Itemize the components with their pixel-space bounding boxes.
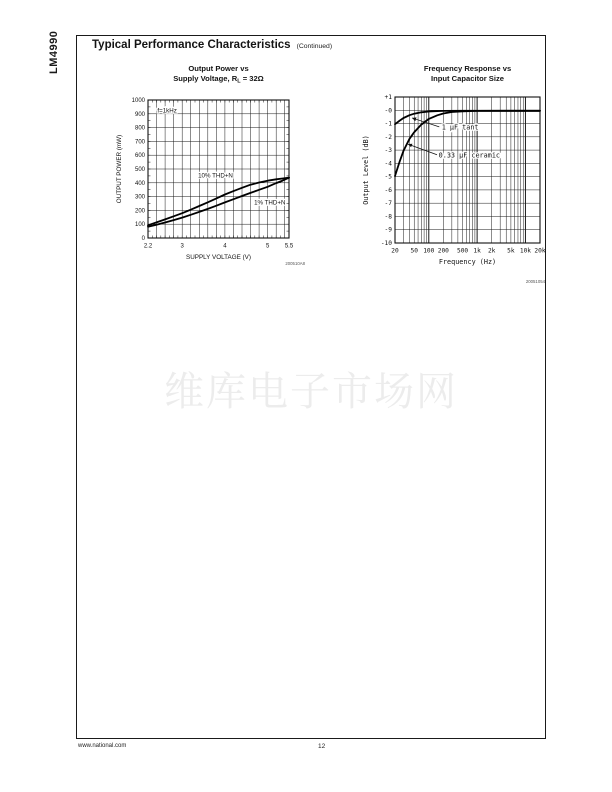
svg-text:100: 100 <box>423 247 435 255</box>
svg-text:500: 500 <box>134 167 145 173</box>
svg-text:5k: 5k <box>507 247 515 255</box>
svg-text:Output Level (dB): Output Level (dB) <box>362 135 370 205</box>
output-power-chart <box>98 94 310 279</box>
section-header <box>92 39 332 51</box>
svg-text:2.2: 2.2 <box>143 243 153 250</box>
section-continued-label: (Continued) <box>296 43 333 50</box>
output-power-chart-title <box>141 64 296 87</box>
svg-text:4: 4 <box>223 243 227 250</box>
svg-text:2k: 2k <box>487 247 496 255</box>
svg-text:-10: -10 <box>380 240 392 247</box>
svg-text:-5: -5 <box>384 173 392 181</box>
svg-text:1% THD+N: 1% THD+N <box>254 199 286 207</box>
svg-text:1k: 1k <box>473 247 481 255</box>
svg-text:500: 500 <box>456 247 469 255</box>
chart-title-line1: Output Power vs <box>188 64 249 73</box>
svg-text:OUTPUT POWER (mW): OUTPUT POWER (mW) <box>116 134 123 204</box>
svg-text:20: 20 <box>391 247 399 255</box>
svg-text:800: 800 <box>134 125 145 132</box>
svg-text:700: 700 <box>134 139 145 146</box>
svg-text:Frequency (Hz): Frequency (Hz) <box>438 258 497 266</box>
svg-text:200: 200 <box>437 247 449 255</box>
svg-text:-3: -3 <box>384 147 392 155</box>
svg-text:0: 0 <box>141 236 145 242</box>
svg-text:-1: -1 <box>384 120 392 128</box>
svg-text:20051054: 20051054 <box>525 279 545 284</box>
svg-text:10% THD+N: 10% THD+N <box>198 172 233 180</box>
svg-text:-9: -9 <box>384 226 392 234</box>
svg-text:200510A8: 200510A8 <box>285 261 305 266</box>
chart-title-line1: Frequency Response vs <box>423 64 512 73</box>
svg-text:1000: 1000 <box>131 98 145 104</box>
svg-text:50: 50 <box>410 247 418 255</box>
svg-text:-4: -4 <box>384 160 392 168</box>
svg-text:3: 3 <box>180 243 184 250</box>
svg-text:0.33 µF ceramic: 0.33 µF ceramic <box>438 151 501 160</box>
svg-text:200: 200 <box>134 208 145 215</box>
frequency-response-chart <box>345 94 560 294</box>
footer-page-number: 12 <box>318 743 326 750</box>
svg-text:20k: 20k <box>534 247 546 255</box>
part-number-vertical-label: LM4990 <box>48 30 60 74</box>
chart-title-line2: Input Capacitor Size <box>431 74 504 83</box>
watermark-text: 维库电子市场网 <box>164 369 458 415</box>
svg-text:400: 400 <box>134 180 145 187</box>
svg-text:-7: -7 <box>384 200 392 208</box>
section-title: Typical Performance Characteristics <box>92 39 291 51</box>
svg-text:-6: -6 <box>384 186 392 194</box>
svg-text:100: 100 <box>134 222 145 229</box>
svg-text:f=1kHz: f=1kHz <box>157 107 177 115</box>
svg-text:-8: -8 <box>384 213 392 221</box>
svg-text:SUPPLY VOLTAGE (V): SUPPLY VOLTAGE (V) <box>186 254 251 261</box>
svg-text:900: 900 <box>134 111 145 118</box>
svg-text:5.5: 5.5 <box>284 243 294 250</box>
chart-title-line2: Supply Voltage, $R_L = 32\Omega$ <box>173 74 264 85</box>
svg-text:10k: 10k <box>519 247 532 255</box>
svg-text:5: 5 <box>265 243 270 250</box>
footer-url: www.national.com <box>78 743 127 749</box>
svg-text:-2: -2 <box>384 133 392 141</box>
svg-text:600: 600 <box>134 153 145 160</box>
svg-text:-0: -0 <box>384 107 392 115</box>
svg-text:1 µF tant: 1 µF tant <box>441 123 479 132</box>
svg-text:+1: +1 <box>384 94 392 101</box>
svg-text:300: 300 <box>134 194 145 201</box>
frequency-response-chart-title <box>390 64 545 84</box>
